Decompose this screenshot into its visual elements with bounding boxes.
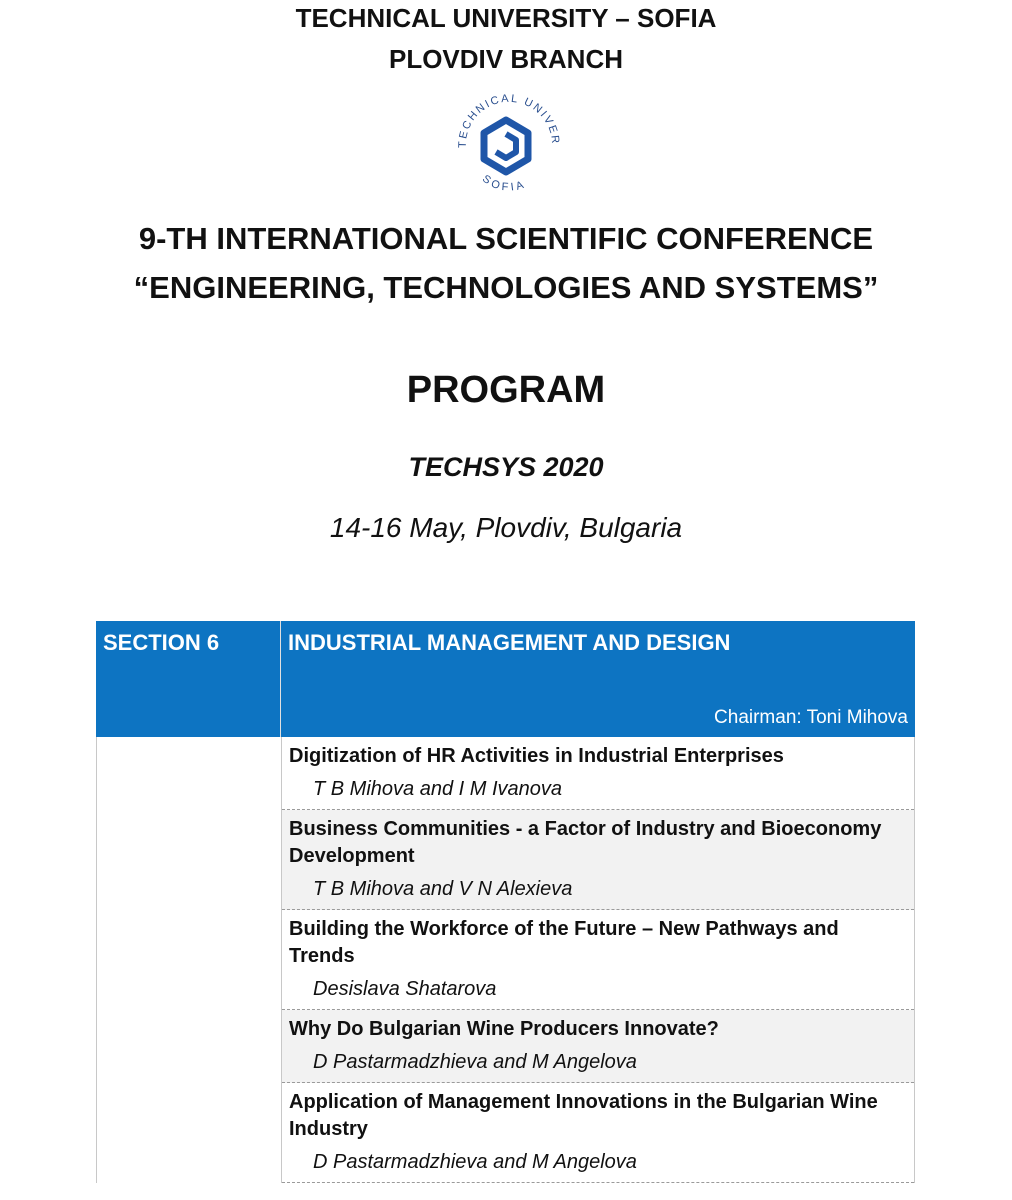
event-date-place: 14-16 May, Plovdiv, Bulgaria — [329, 512, 683, 543]
paper-title: Business Communities - a Factor of Industry and Bioeconomy Development — [289, 818, 882, 867]
paper-title: Digitization of HR Activities in Industrial Enterprises — [289, 745, 784, 767]
paper-title: Why Do Bulgarian Wine Producers Innovate? — [289, 1018, 719, 1040]
svg-text:SOFIA — [480, 173, 528, 194]
paper-row — [282, 1010, 914, 1083]
section-header-main — [281, 621, 915, 737]
event-name: TECHSYS 2020 — [408, 452, 604, 482]
paper-title: Application of Management Innovations in the Bulgarian Wine Industry — [289, 1091, 878, 1140]
branch-name: PLOVDIV BRANCH — [388, 44, 623, 74]
paper-authors: D Pastarmadzhieva and M Angelova — [313, 1151, 637, 1173]
paper-title: Building the Workforce of the Future – New Pathways and Trends — [289, 918, 839, 967]
time-column — [97, 737, 282, 1183]
papers-list — [282, 737, 914, 1183]
university-name: TECHNICAL UNIVERSITY – SOFIA — [295, 3, 717, 33]
section-header — [96, 621, 915, 737]
paper-row — [282, 1083, 914, 1183]
logo-text-bottom: SOFIA — [479, 172, 528, 194]
paper-authors: D Pastarmadzhieva and M Angelova — [313, 1051, 637, 1073]
section-body — [96, 737, 915, 1183]
paper-row — [282, 910, 914, 1010]
program-title: PROGRAM — [406, 369, 606, 411]
paper-row — [282, 810, 914, 910]
logo-text-top: TECHNICAL UNIVER — [456, 92, 562, 149]
paper-authors: T B Mihova and V N Alexieva — [313, 878, 573, 900]
university-logo — [444, 88, 568, 200]
conference-title-line2: “ENGINEERING, TECHNOLOGIES AND SYSTEMS” — [133, 270, 879, 305]
paper-authors: Desislava Shatarova — [313, 978, 497, 1000]
section-title: INDUSTRIAL MANAGEMENT AND DESIGN — [288, 630, 731, 655]
section-chairman: Chairman: Toni Mihova — [714, 707, 908, 728]
paper-authors: T B Mihova and I M Ivanova — [313, 778, 563, 800]
paper-row — [282, 737, 914, 810]
program-table — [96, 621, 915, 1183]
section-label: SECTION 6 — [96, 621, 281, 737]
conference-title-line1: 9-TH INTERNATIONAL SCIENTIFIC CONFERENCE — [138, 221, 874, 256]
